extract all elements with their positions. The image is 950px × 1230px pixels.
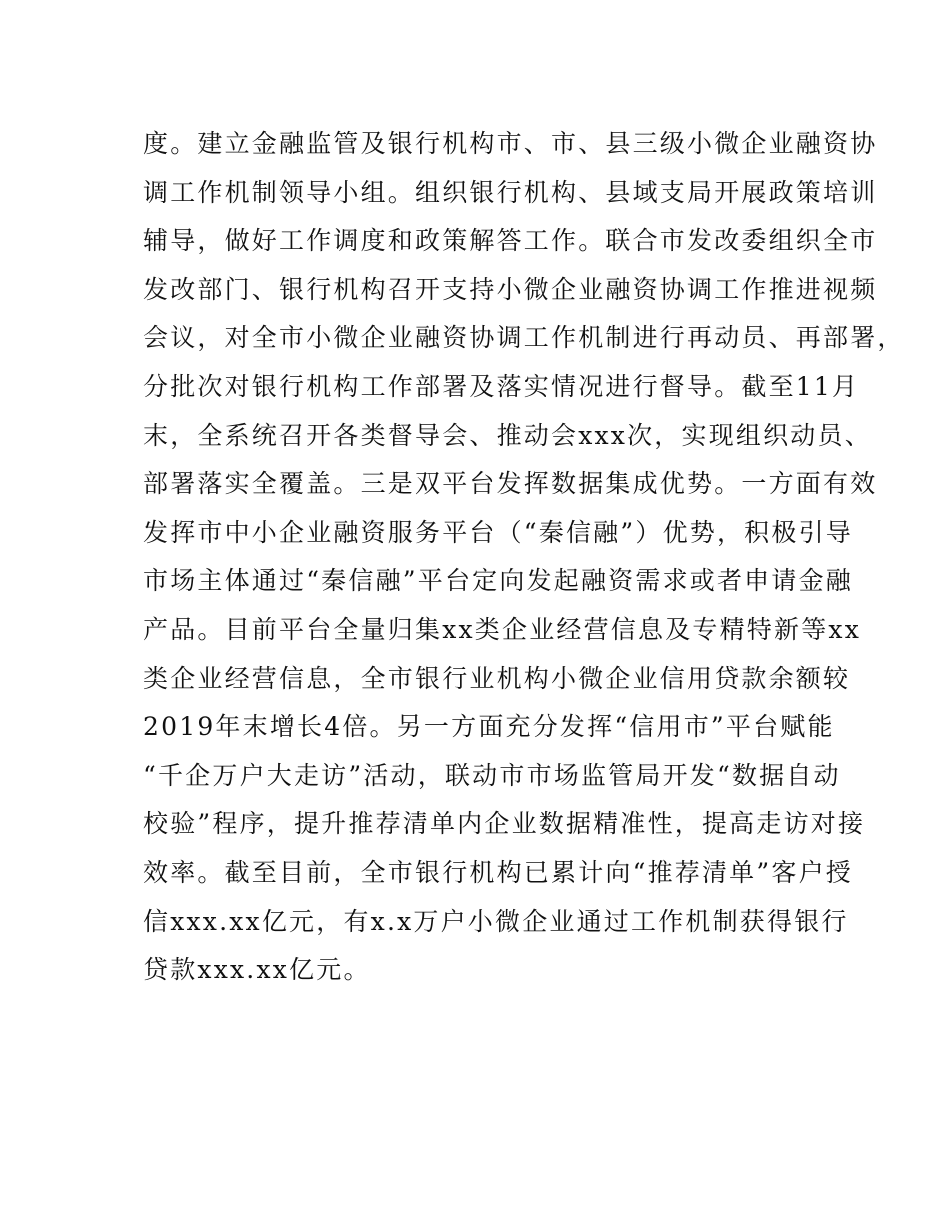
text-line: 发改部门、银行机构召开支持小微企业融资协调工作推进视频 xyxy=(143,274,878,304)
text-line: 市场主体通过“秦信融”平台定向发起融资需求或者申请金融 xyxy=(143,566,853,596)
text-line: 度。建立金融监管及银行机构市、市、县三级小微企业融资协 xyxy=(143,129,878,158)
text-line: 信xxx.xx亿元，有x.x万户小微企业通过工作机制获得银行 xyxy=(143,906,849,936)
text-line: 调工作机制领导小组。组织银行机构、县域支局开展政策培训 xyxy=(143,177,878,207)
text-line: “千企万户大走访”活动，联动市市场监管局开发“数据自动 xyxy=(143,760,841,790)
text-line: 末，全系统召开各类督导会、推动会xxx次，实现组织动员、 xyxy=(143,420,872,450)
text-line: 贷款xxx.xx亿元。 xyxy=(143,955,371,985)
text-line: 效率。截至目前，全市银行机构已累计向“推荐清单”客户授 xyxy=(143,857,853,887)
body-paragraph xyxy=(143,120,905,995)
text-line: 部署落实全覆盖。三是双平台发挥数据集成优势。一方面有效 xyxy=(143,469,878,499)
text-line: 2019年末增长4倍。另一方面充分发挥“信用市”平台赋能 xyxy=(143,712,835,742)
text-line: 会议，对全市小微企业融资协调工作机制进行再动员、再部署， xyxy=(143,323,905,353)
text-line: 产品。目前平台全量归集xx类企业经营信息及专精特新等xx xyxy=(143,614,861,644)
text-line: 类企业经营信息，全市银行业机构小微企业信用贷款余额较 xyxy=(143,663,851,693)
text-line: 分批次对银行机构工作部署及落实情况进行督导。截至11月 xyxy=(143,371,860,401)
text-line: 校验”程序，提升推荐清单内企业数据精准性，提高走访对接 xyxy=(143,809,866,839)
text-line: 发挥市中小企业融资服务平台（“秦信融”）优势，积极引导 xyxy=(143,517,853,547)
text-line: 辅导，做好工作调度和政策解答工作。联合市发改委组织全市 xyxy=(143,226,878,256)
